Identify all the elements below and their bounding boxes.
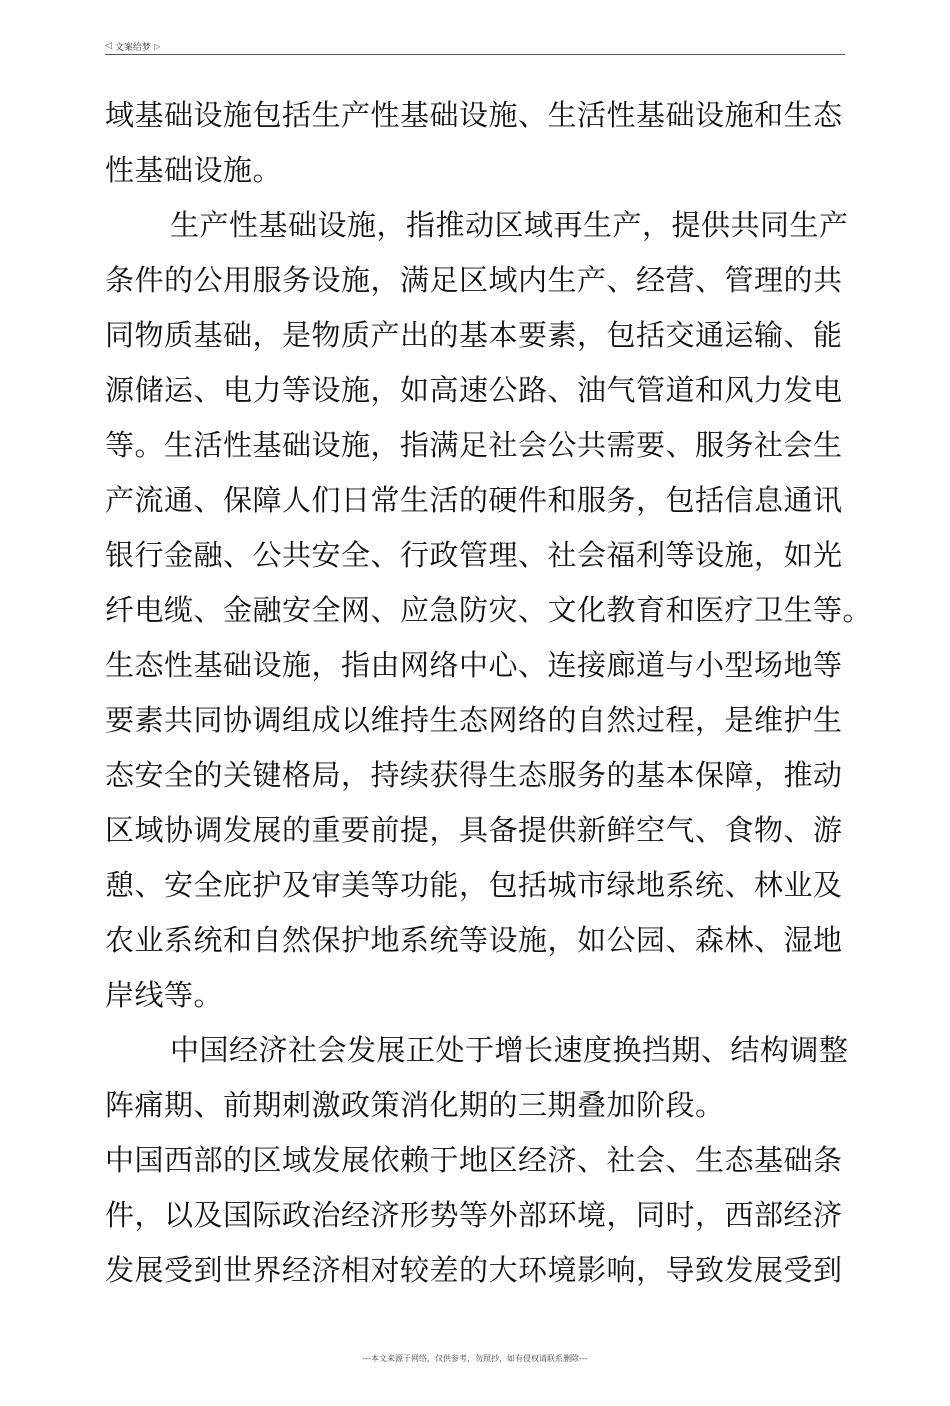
text-line: 域基础设施包括生产性基础设施、生活性基础设施和生态 xyxy=(105,98,843,132)
page-header xyxy=(105,38,845,55)
header-title: 文案给梦 xyxy=(114,42,151,53)
text-line: 源储运、电力等设施，如高速公路、油气管道和风力发电 xyxy=(105,373,843,407)
text-line: 等。生活性基础设施，指满足社会公共需要、服务社会生 xyxy=(105,428,843,462)
text-line: 憩、安全庇护及审美等功能，包括城市绿地系统、林业及 xyxy=(105,868,843,902)
text-line: 同物质基础，是物质产出的基本要素，包括交通运输、能 xyxy=(105,318,843,352)
text-line: 生产性基础设施，指推动区域再生产，提供共同生产 xyxy=(170,208,849,242)
text-line: 产流通、保障人们日常生活的硬件和服务，包括信息通讯 xyxy=(105,483,843,517)
text-line: 态安全的关键格局，持续获得生态服务的基本保障，推动 xyxy=(105,758,843,792)
text-line: 区域协调发展的重要前提，具备提供新鲜空气、食物、游 xyxy=(105,813,843,847)
text-line: 中国西部的区域发展依赖于地区经济、社会、生态基础条 xyxy=(105,1143,843,1177)
text-line: 条件的公用服务设施，满足区域内生产、经营、管理的共 xyxy=(105,263,843,297)
page-footer: ---本文来源于网络，仅供参考，勿照抄，如有侵权请联系删除--- xyxy=(362,1354,588,1363)
left-triangle-icon: ◁ xyxy=(105,41,112,51)
text-line: 纤电缆、金融安全网、应急防灾、文化教育和医疗卫生等。 xyxy=(105,593,873,627)
document-body xyxy=(105,88,873,1298)
text-line: 生态性基础设施，指由网络中心、连接廊道与小型场地等 xyxy=(105,648,843,682)
text-line: 性基础设施。 xyxy=(105,153,283,187)
text-line: 发展受到世界经济相对较差的大环境影响，导致发展受到 xyxy=(105,1253,843,1287)
text-line: 岸线等。 xyxy=(105,978,224,1012)
text-line: 阵痛期、前期刺激政策消化期的三期叠加阶段。 xyxy=(105,1088,725,1122)
text-line: 农业系统和自然保护地系统等设施，如公园、森林、湿地 xyxy=(105,923,843,957)
text-line: 件，以及国际政治经济形势等外部环境，同时，西部经济 xyxy=(105,1198,843,1232)
text-line: 要素共同协调组成以维持生态网络的自然过程，是维护生 xyxy=(105,703,843,737)
text-line: 中国经济社会发展正处于增长速度换挡期、结构调整 xyxy=(170,1033,849,1067)
right-triangle-icon: ▷ xyxy=(153,41,161,51)
text-line: 银行金融、公共安全、行政管理、社会福利等设施，如光 xyxy=(105,538,843,572)
